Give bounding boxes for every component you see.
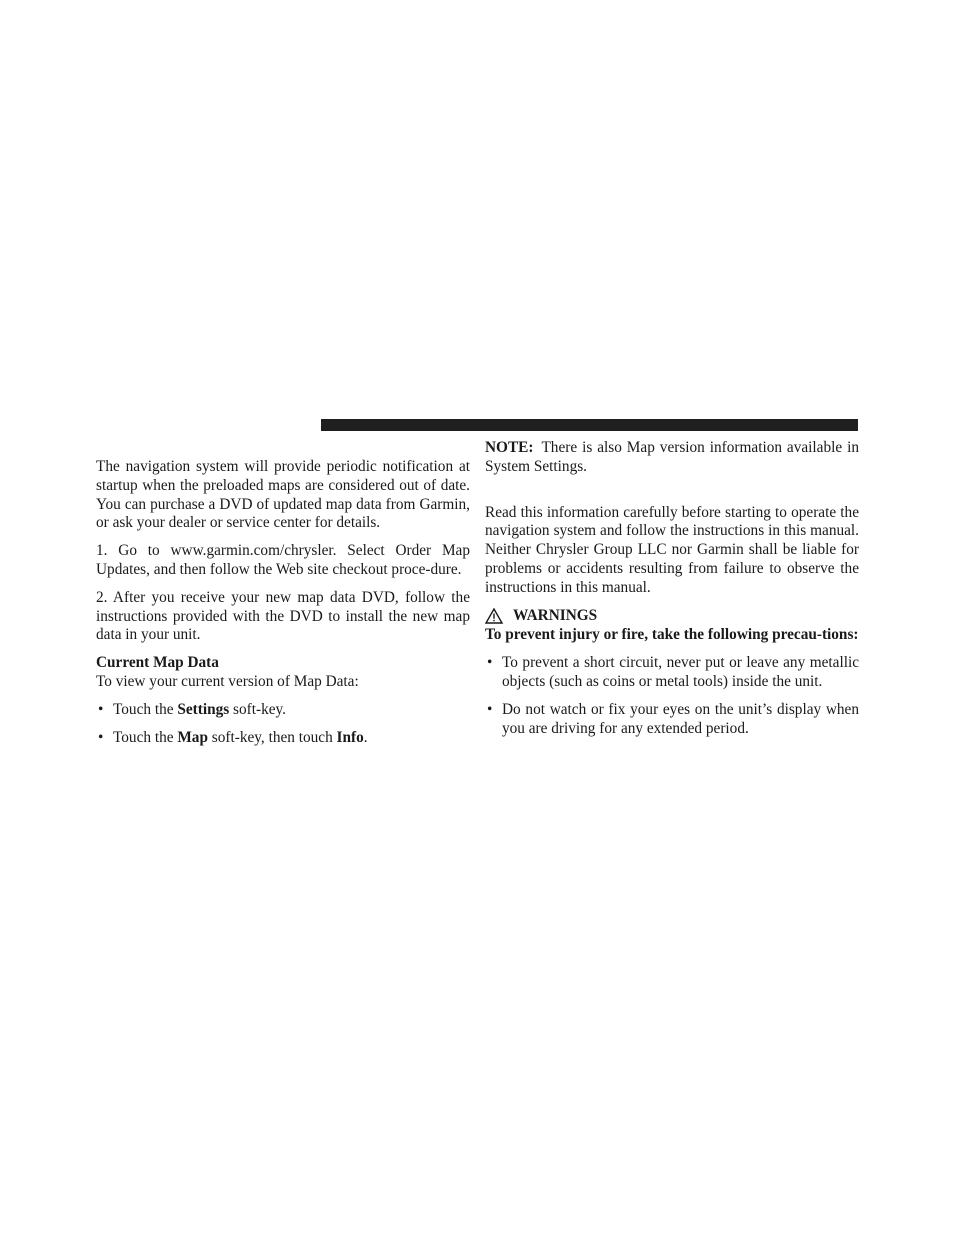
list-item: • Touch the Map soft-key, then touch Info. [98,728,368,746]
warning-triangle-icon [485,608,503,624]
warnings-list [485,654,859,738]
step-2-paragraph: 2. After you receive your new map data DVD, follow the instructions provided with the DVD to install the new map data in your unit. [96,588,470,644]
current-map-data-heading: Current Map Data [96,654,219,672]
note-text: There is also Map version information available in System Settings. [485,439,859,475]
settings-softkey-label: Settings [177,700,230,718]
list-item: • Touch the Settings soft-key. [98,700,286,718]
bullet-icon: • [487,700,493,718]
current-map-data-intro: To view your current version of Map Data: [96,672,359,690]
warning-2-text: Do not watch or fix your eyes on the unit’s display when you are driving for any extended period. [502,700,859,737]
current-map-data-steps [96,701,470,748]
list-item [485,654,859,692]
note-paragraph [485,439,859,477]
intro-paragraph: The navigation system will provide periodic notification at startup when the preloaded maps are considered out of date. You can purchase a DVD of updated map data from Garmin, or ask your dealer or service center for details. [96,458,470,532]
right-column [485,439,859,738]
header-rule [321,419,858,431]
warnings-lead: To prevent injury or fire, take the following precau-tions: [485,626,859,644]
left-column [96,458,470,747]
step-1-paragraph: 1. Go to www.garmin.com/chrysler. Select Order Map Updates, and then follow the Web site checkout proce-dure. [96,542,470,578]
bullet-icon: • [98,700,104,718]
info-label: Info [336,728,364,746]
list-item [485,701,859,739]
warnings-heading [485,607,859,626]
warning-1-text: To prevent a short circuit, never put or leave any metallic objects (such as coins or metal tools) inside the unit. [502,654,859,690]
bullet-icon: • [487,654,493,672]
warnings-title: WARNINGS [513,606,598,624]
map-softkey-label: Map [177,728,208,746]
note-label: NOTE: [485,439,534,456]
read-info-paragraph: Read this information carefully before starting to operate the navigation system and follow the instructions in this manual. Neither Chrysler Group LLC nor Garmin shall be liable for problems or accidents resulting from failure to observe the instructions in this manual. [485,503,859,596]
bullet-icon: • [98,728,104,746]
